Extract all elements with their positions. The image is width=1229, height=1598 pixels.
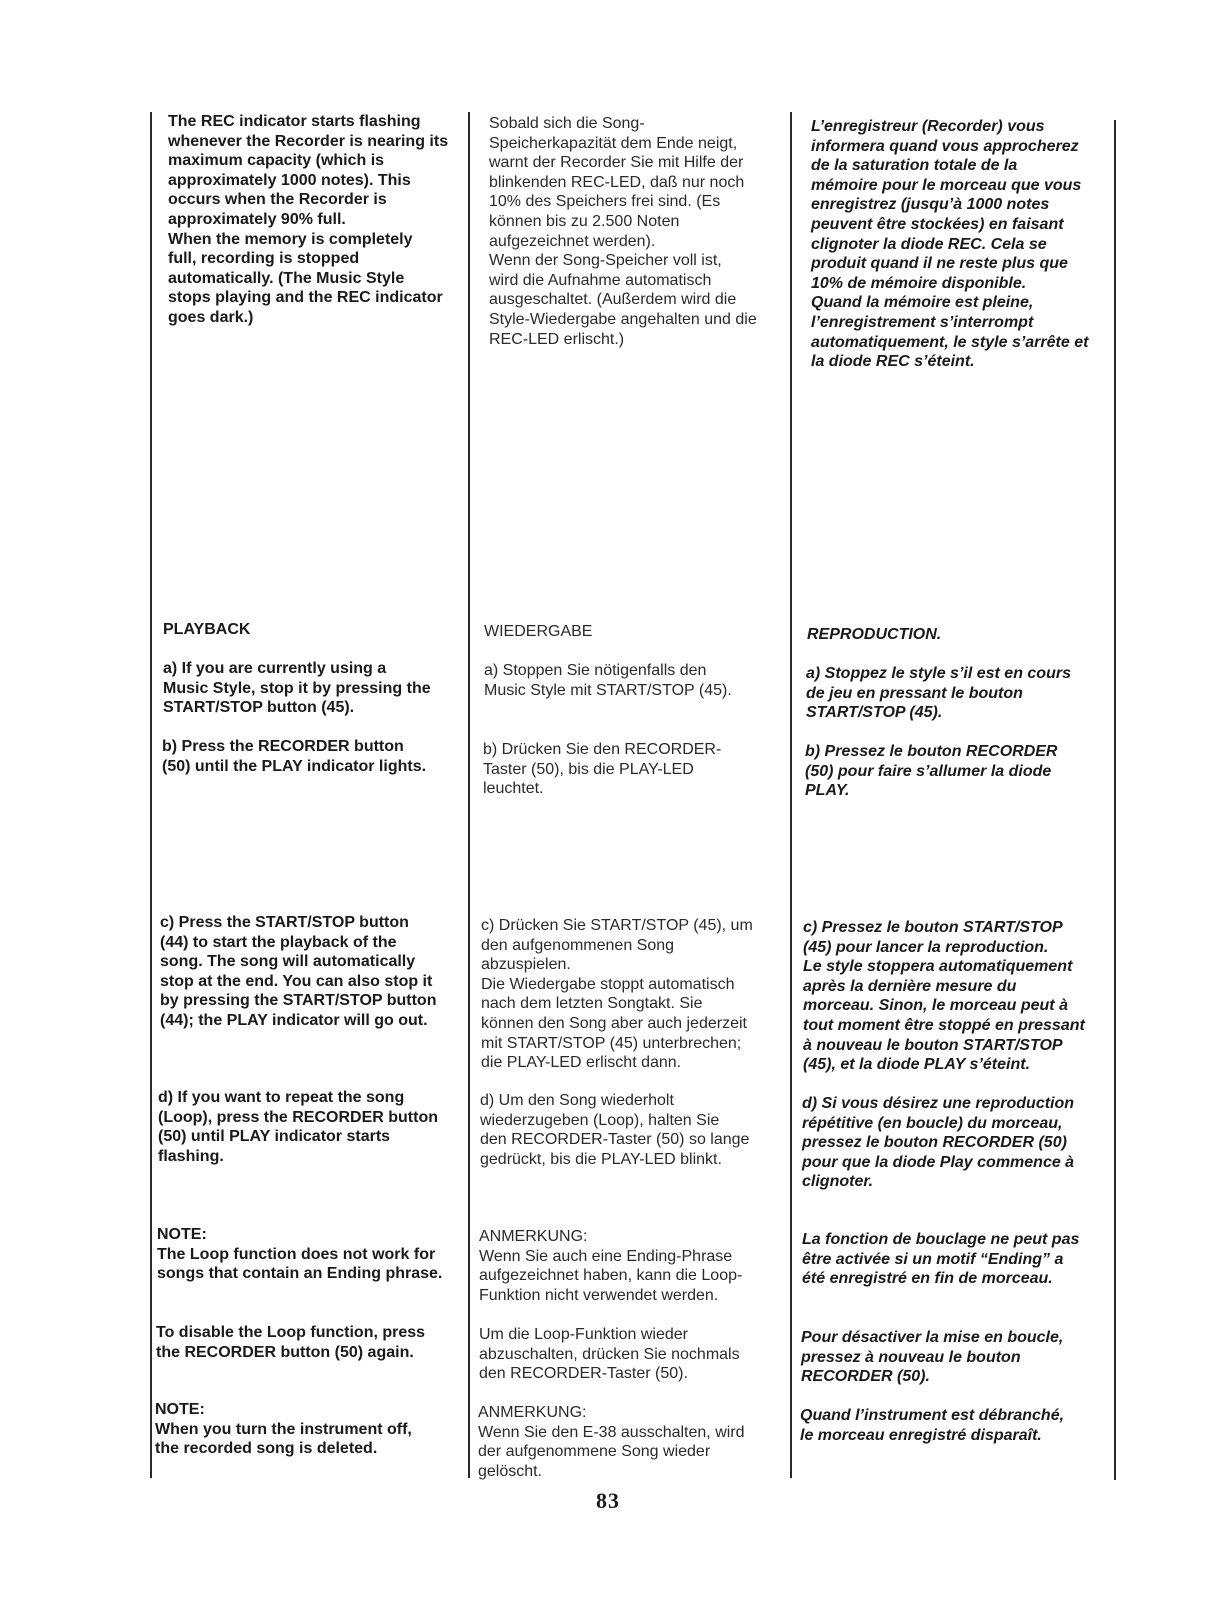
left-border-line (150, 112, 152, 1478)
de-note-2: ANMERKUNG: Wenn Sie den E-38 ausschalten, wird der aufgenommene Song wieder gelöscht. (478, 1404, 745, 1480)
column-divider-2 (790, 112, 792, 1478)
en-step-c: c) Press the START/STOP button (44) to start the playback of the song. The song will automatically stop at the end. You can also stop it by pressing the START/STOP button (44); the PLAY indicator will go out. (160, 914, 437, 1029)
de-rec-warning: Sobald sich die Song- Speicherkapazität dem Ende neigt, warnt der Recorder Sie mit Hilfe der blinkenden REC-LED, daß nur noch 10% des Speichers frei sind. (Es können bis zu 2.500 Noten aufgezeichnet werden). Wenn der Song-Speicher voll ist, wird die Aufnahme automatisch ausgeschaltet. (Außerdem wird die Style-Wiedergabe angehalten und die REC-LED erlischt.) (489, 115, 757, 348)
de-note-1: ANMERKUNG: Wenn Sie auch eine Ending-Phrase aufgezeichnet haben, kann die Loop- Funktion nicht verwendet werden. (479, 1228, 743, 1304)
fr-step-a: a) Stoppez le style s’il est en cours de jeu en pressant le bouton START/STOP (45). (806, 665, 1071, 722)
en-step-a: a) If you are currently using a Music Style, stop it by pressing the START/STOP button (45). (163, 660, 431, 717)
fr-note-1: La fonction de bouclage ne peut pas être activée si un motif “Ending” a été enregistré en fin de morceau. (802, 1231, 1080, 1288)
right-border-line (1114, 120, 1116, 1480)
column-divider-1 (468, 112, 470, 1478)
en-step-d: d) If you want to repeat the song (Loop), press the RECORDER button (50) until PLAY indicator starts flashing. (158, 1089, 438, 1165)
fr-step-b: b) Pressez le bouton RECORDER (50) pour faire s’allumer la diode PLAY. (805, 743, 1058, 800)
en-note-2: NOTE: When you turn the instrument off, the recorded song is deleted. (155, 1401, 412, 1458)
de-step-b: b) Drücken Sie den RECORDER- Taster (50), bis die PLAY-LED leuchtet. (483, 741, 722, 798)
de-disable-loop: Um die Loop-Funktion wieder abzuschalten, drücken Sie nochmals den RECORDER-Taster (50). (479, 1326, 740, 1383)
de-step-d: d) Um den Song wiederholt wiederzugeben (Loop), halten Sie den RECORDER-Taster (50) so lange gedrückt, bis die PLAY-LED blinkt. (480, 1092, 750, 1168)
de-step-a: a) Stoppen Sie nötigenfalls den Music Style mit START/STOP (45). (484, 662, 732, 699)
de-step-c: c) Drücken Sie START/STOP (45), um den aufgenommenen Song abzuspielen. Die Wiedergabe stoppt automatisch nach dem letzten Songtakt. Sie können den Song aber auch jederzeit mit START/STOP (45) unterbrechen; die PLAY-LED erlischt dann. (481, 917, 753, 1072)
fr-step-d: d) Si vous désirez une reproduction répétitive (en boucle) du morceau, pressez le bouton RECORDER (50) pour que la diode Play commence à clignoter. (802, 1095, 1075, 1191)
fr-note-2: Quand l’instrument est débranché, le morceau enregistré disparaît. (800, 1407, 1065, 1444)
fr-rec-warning: L’enregistreur (Recorder) vous informera quand vous approcherez de la saturation totale de la mémoire pour le morceau que vous enregistrez (jusqu’à 1000 notes peuvent être stockées) en faisant clignoter la diode REC. Cela se produit quand il ne reste plus que 10% de mémoire disponible. Quand la mémoire est pleine, l’enregistrement s’interrompt automatiquement, le style s’arrête et la diode REC s’éteint. (811, 118, 1089, 371)
fr-playback-heading: REPRODUCTION. (807, 626, 942, 643)
fr-step-c: c) Pressez le bouton START/STOP (45) pour lancer la reproduction. Le style stoppera automatiquement après la dernière mesure du morceau. Sinon, le morceau peut à tout moment être stoppé en pressant à nouveau le bouton START/STOP (45), et la diode PLAY s’éteint. (803, 919, 1085, 1074)
en-rec-warning: The REC indicator starts flashing whenever the Recorder is nearing its maximum capacity (which is approximately 1000 notes). This occurs when the Recorder is approximately 90% full. When the memory is completely full, recording is stopped automatically. (The Music Style stops playing and the REC indicator goes dark.) (168, 113, 449, 326)
en-disable-loop: To disable the Loop function, press the RECORDER button (50) again. (156, 1324, 426, 1361)
en-playback-heading: PLAYBACK (163, 621, 251, 638)
en-note-1: NOTE: The Loop function does not work for songs that contain an Ending phrase. (157, 1226, 443, 1283)
en-step-b: b) Press the RECORDER button (50) until the PLAY indicator lights. (162, 738, 427, 775)
fr-disable-loop: Pour désactiver la mise en boucle, pressez à nouveau le bouton RECORDER (50). (801, 1329, 1064, 1386)
page-number: 83 (596, 1488, 620, 1513)
de-playback-heading: WIEDERGABE (484, 623, 593, 640)
